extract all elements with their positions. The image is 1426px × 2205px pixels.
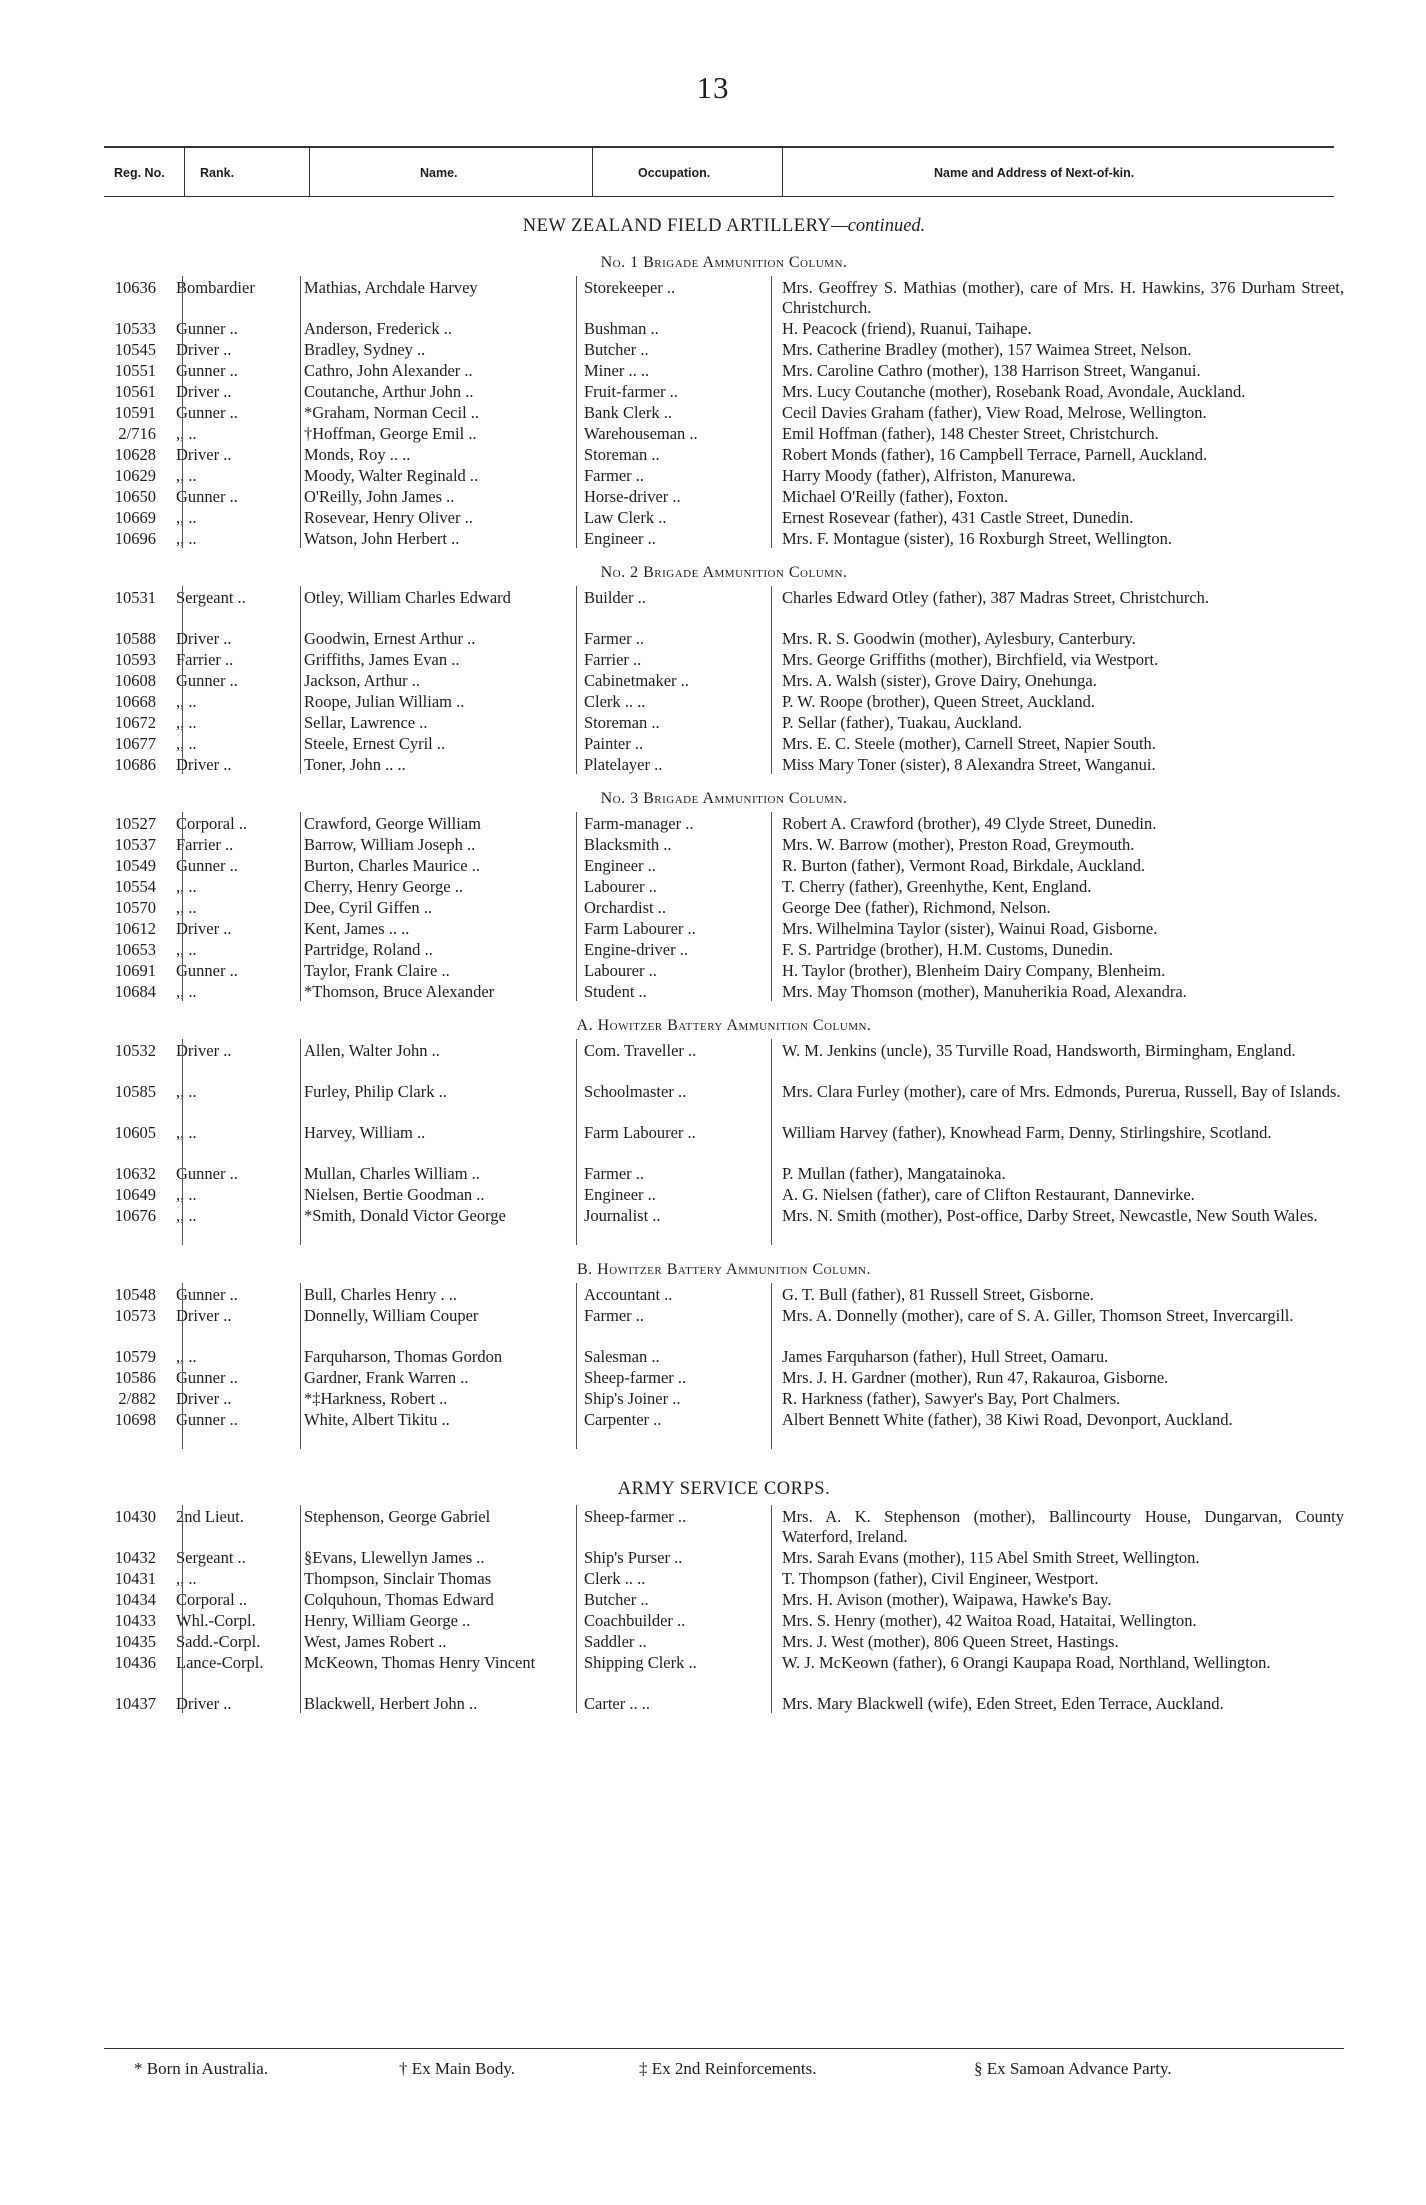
occupation-cell: Labourer .. (584, 877, 657, 896)
rank-cell: ,, .. (176, 529, 197, 548)
next-of-kin-cell: James Farquharson (father), Hull Street, Oamaru. (782, 1347, 1109, 1366)
reg-no-cell: 10433 (114, 1611, 156, 1630)
rank-cell: Driver .. (176, 382, 232, 401)
name-cell: Farquharson, Thomas Gordon (304, 1347, 503, 1366)
next-of-kin-cell: Mrs. Sarah Evans (mother), 115 Abel Smith Street, Wellington. (782, 1548, 1200, 1567)
next-of-kin-cell: Mrs. Geoffrey S. Mathias (mother), care of Mrs. H. Hawkins, 376 Durham Street, Christchurch. (782, 278, 1344, 317)
reg-no-cell: 10686 (114, 755, 156, 774)
reg-no-cell: 2/882 (118, 1389, 156, 1408)
reg-no-cell: 10593 (114, 650, 156, 669)
name-cell: Steele, Ernest Cyril .. (304, 734, 446, 753)
rank-cell: Driver .. (176, 445, 232, 464)
occupation-cell: Builder .. (584, 588, 646, 607)
name-cell: Mullan, Charles William .. (304, 1164, 480, 1183)
reg-no-cell: 10548 (114, 1285, 156, 1304)
next-of-kin-cell: F. S. Partridge (brother), H.M. Customs, Dunedin. (782, 940, 1113, 959)
name-column-rule (300, 276, 301, 548)
name-cell: Watson, John Herbert .. (304, 529, 460, 548)
next-of-kin-cell: P. Mullan (father), Mangatainoka. (782, 1164, 1006, 1183)
name-cell: Taylor, Frank Claire .. (304, 961, 450, 980)
rank-cell: ,, .. (176, 1123, 197, 1142)
rank-cell: Gunner .. (176, 1368, 238, 1387)
next-of-kin-cell: Mrs. George Griffiths (mother), Birchfield, via Westport. (782, 650, 1159, 669)
reg-no-cell: 10549 (114, 856, 156, 875)
occupation-cell: Com. Traveller .. (584, 1041, 697, 1060)
name-cell: McKeown, Thomas Henry Vincent (304, 1653, 536, 1672)
next-of-kin-cell: T. Thompson (father), Civil Engineer, Westport. (782, 1569, 1099, 1588)
next-of-kin-cell: R. Burton (father), Vermont Road, Birkdale, Auckland. (782, 856, 1146, 875)
next-of-kin-cell: Mrs. A. Donnelly (mother), care of S. A. Giller, Thomson Street, Invercargill. (782, 1306, 1294, 1325)
header-rank: Rank. (200, 166, 235, 180)
name-cell: Otley, William Charles Edward (304, 588, 511, 607)
rank-cell: Sergeant .. (176, 588, 246, 607)
reg-no-cell: 10431 (114, 1569, 156, 1588)
next-of-kin-cell: Mrs. May Thomson (mother), Manuherikia Road, Alexandra. (782, 982, 1187, 1001)
occupation-cell: Salesman .. (584, 1347, 660, 1366)
rank-cell: Gunner .. (176, 1285, 238, 1304)
rank-cell: Gunner .. (176, 319, 238, 338)
table-header (104, 146, 1334, 197)
next-of-kin-cell: Miss Mary Toner (sister), 8 Alexandra Street, Wanganui. (782, 755, 1156, 774)
occupation-cell: Blacksmith .. (584, 835, 672, 854)
next-of-kin-cell: Mrs. A. K. Stephenson (mother), Ballincourty House, Dungarvan, County Waterford, Ireland. (782, 1507, 1344, 1546)
reg-no-cell: 10669 (114, 508, 156, 527)
name-cell: †Hoffman, George Emil .. (304, 424, 477, 443)
rank-cell: Sergeant .. (176, 1548, 246, 1567)
next-of-kin-cell: P. W. Roope (brother), Queen Street, Auckland. (782, 692, 1095, 711)
column-group-title: No. 1 Brigade Ammunition Column. (600, 254, 848, 271)
occupation-cell: Farmer .. (584, 1164, 645, 1183)
reg-no-cell: 10698 (114, 1410, 156, 1429)
reg-no-cell: 10605 (114, 1123, 156, 1142)
rank-cell: ,, .. (176, 1206, 197, 1225)
reg-no-cell: 10579 (114, 1347, 156, 1366)
name-cell: Partridge, Roland .. (304, 940, 433, 959)
reg-no-cell: 10608 (114, 671, 156, 690)
rank-column-rule (182, 586, 183, 774)
name-cell: Monds, Roy .. .. (304, 445, 411, 464)
rank-cell: ,, .. (176, 424, 197, 443)
name-cell: Roope, Julian William .. (304, 692, 465, 711)
name-cell: Burton, Charles Maurice .. (304, 856, 480, 875)
name-column-rule (300, 812, 301, 1001)
rank-cell: Gunner .. (176, 403, 238, 422)
header-name: Name. (420, 166, 458, 180)
column-group-title: No. 2 Brigade Ammunition Column. (600, 564, 848, 581)
rank-cell: Driver .. (176, 755, 232, 774)
reg-no-cell: 10436 (114, 1653, 156, 1672)
name-cell: Mathias, Archdale Harvey (304, 278, 478, 297)
rank-cell: ,, .. (176, 1569, 197, 1588)
header-divider (184, 148, 185, 196)
next-of-kin-cell: Albert Bennett White (father), 38 Kiwi Road, Devonport, Auckland. (782, 1410, 1233, 1429)
occupation-cell: Farmer .. (584, 629, 645, 648)
rank-cell: ,, .. (176, 877, 197, 896)
name-cell: Bull, Charles Henry . .. (304, 1285, 458, 1304)
name-cell: White, Albert Tikitu .. (304, 1410, 450, 1429)
name-cell: Kent, James .. .. (304, 919, 410, 938)
occupation-cell: Painter .. (584, 734, 644, 753)
rank-cell: ,, .. (176, 1185, 197, 1204)
occupation-cell: Schoolmaster .. (584, 1082, 687, 1101)
next-of-kin-cell: William Harvey (father), Knowhead Farm, Denny, Stirlingshire, Scotland. (782, 1123, 1272, 1142)
reg-no-cell: 10561 (114, 382, 156, 401)
occupation-cell: Bushman .. (584, 319, 659, 338)
name-cell: Donnelly, William Couper (304, 1306, 479, 1325)
column-group-title: B. Howitzer Battery Ammunition Column. (577, 1261, 871, 1278)
rank-cell: Sadd.-Corpl. (176, 1632, 261, 1651)
reg-no-cell: 10432 (114, 1548, 156, 1567)
reg-no-cell: 2/716 (118, 424, 156, 443)
header-reg-no: Reg. No. (114, 166, 165, 180)
next-of-kin-cell: Mrs. S. Henry (mother), 42 Waitoa Road, Hataitai, Wellington. (782, 1611, 1197, 1630)
rank-cell: Lance-Corpl. (176, 1653, 264, 1672)
footnotes (104, 2048, 1344, 2089)
reg-no-cell: 10653 (114, 940, 156, 959)
rank-cell: 2nd Lieut. (176, 1507, 244, 1526)
next-of-kin-cell: R. Harkness (father), Sawyer's Bay, Port Chalmers. (782, 1389, 1121, 1408)
next-of-kin-cell: Mrs. Mary Blackwell (wife), Eden Street, Eden Terrace, Auckland. (782, 1694, 1224, 1713)
occupation-column-rule (576, 812, 577, 1001)
rank-cell: Driver .. (176, 1389, 232, 1408)
kin-column-rule (771, 1283, 772, 1449)
next-of-kin-cell: T. Cherry (father), Greenhythe, Kent, England. (782, 877, 1092, 896)
occupation-cell: Journalist .. (584, 1206, 661, 1225)
occupation-cell: Accountant .. (584, 1285, 673, 1304)
name-column-rule (300, 1505, 301, 1713)
occupation-cell: Farm-manager .. (584, 814, 694, 833)
column-group-title: A. Howitzer Battery Ammunition Column. (576, 1017, 872, 1034)
name-cell: Jackson, Arthur .. (304, 671, 420, 690)
name-cell: Allen, Walter John .. (304, 1041, 440, 1060)
reg-no-cell: 10612 (114, 919, 156, 938)
rank-cell: Whl.-Corpl. (176, 1611, 256, 1630)
occupation-cell: Cabinetmaker .. (584, 671, 689, 690)
next-of-kin-cell: Mrs. Lucy Coutanche (mother), Rosebank Road, Avondale, Auckland. (782, 382, 1246, 401)
reg-no-cell: 10668 (114, 692, 156, 711)
section-title-text: NEW ZEALAND FIELD ARTILLERY (522, 216, 832, 236)
reg-no-cell: 10691 (114, 961, 156, 980)
occupation-cell: Ship's Purser .. (584, 1548, 683, 1567)
reg-no-cell: 10533 (114, 319, 156, 338)
kin-column-rule (771, 586, 772, 774)
occupation-cell: Butcher .. (584, 340, 649, 359)
occupation-cell: Farmer .. (584, 466, 645, 485)
reg-no-cell: 10434 (114, 1590, 156, 1609)
next-of-kin-cell: Mrs. R. S. Goodwin (mother), Aylesbury, Canterbury. (782, 629, 1136, 648)
next-of-kin-cell: Mrs. H. Avison (mother), Waipawa, Hawke's Bay. (782, 1590, 1112, 1609)
occupation-cell: Orchardist .. (584, 898, 667, 917)
name-cell: Stephenson, George Gabriel (304, 1507, 491, 1526)
reg-no-cell: 10629 (114, 466, 156, 485)
occupation-cell: Student .. (584, 982, 647, 1001)
rank-cell: ,, .. (176, 940, 197, 959)
name-cell: West, James Robert .. (304, 1632, 447, 1651)
occupation-column-rule (576, 1039, 577, 1245)
next-of-kin-cell: W. M. Jenkins (uncle), 35 Turville Road, Handsworth, Birmingham, England. (782, 1041, 1296, 1060)
section-title-army-service-corps: ARMY SERVICE CORPS. (617, 1479, 831, 1499)
next-of-kin-cell: P. Sellar (father), Tuakau, Auckland. (782, 713, 1023, 732)
rank-cell: Driver .. (176, 919, 232, 938)
header-next-of-kin: Name and Address of Next-of-kin. (934, 166, 1135, 180)
reg-no-cell: 10628 (114, 445, 156, 464)
next-of-kin-cell: Mrs. J. West (mother), 806 Queen Street, Hastings. (782, 1632, 1119, 1651)
reg-no-cell: 10696 (114, 529, 156, 548)
reg-no-cell: 10537 (114, 835, 156, 854)
name-cell: Cathro, John Alexander .. (304, 361, 473, 380)
next-of-kin-cell: Robert Monds (father), 16 Campbell Terrace, Parnell, Auckland. (782, 445, 1208, 464)
reg-no-cell: 10649 (114, 1185, 156, 1204)
occupation-column-rule (576, 1283, 577, 1449)
occupation-cell: Engineer .. (584, 856, 656, 875)
rank-cell: ,, .. (176, 982, 197, 1001)
occupation-cell: Platelayer .. (584, 755, 663, 774)
rank-cell: Gunner .. (176, 361, 238, 380)
rank-column-rule (182, 1505, 183, 1713)
reg-no-cell: 10551 (114, 361, 156, 380)
reg-no-cell: 10676 (114, 1206, 156, 1225)
name-cell: Anderson, Frederick .. (304, 319, 453, 338)
header-occupation: Occupation. (638, 166, 711, 180)
name-column-rule (300, 586, 301, 774)
next-of-kin-cell: Mrs. Caroline Cathro (mother), 138 Harrison Street, Wanganui. (782, 361, 1201, 380)
occupation-cell: Sheep-farmer .. (584, 1368, 687, 1387)
reg-no-cell: 10636 (114, 278, 156, 297)
name-cell: Goodwin, Ernest Arthur .. (304, 629, 476, 648)
next-of-kin-cell: Robert A. Crawford (brother), 49 Clyde Street, Dunedin. (782, 814, 1157, 833)
name-cell: *Smith, Donald Victor George (304, 1206, 506, 1225)
rank-cell: Farrier .. (176, 650, 234, 669)
next-of-kin-cell: H. Peacock (friend), Ruanui, Taihape. (782, 319, 1032, 338)
reg-no-cell: 10586 (114, 1368, 156, 1387)
occupation-cell: Shipping Clerk .. (584, 1653, 697, 1672)
page-number: 13 (696, 70, 730, 105)
occupation-cell: Saddler .. (584, 1632, 647, 1651)
reg-no-cell: 10532 (114, 1041, 156, 1060)
occupation-cell: Clerk .. .. (584, 1569, 646, 1588)
occupation-cell: Farm Labourer .. (584, 1123, 696, 1142)
next-of-kin-cell: Cecil Davies Graham (father), View Road, Melrose, Wellington. (782, 403, 1207, 422)
name-column-rule (300, 1283, 301, 1449)
name-cell: Thompson, Sinclair Thomas (304, 1569, 492, 1588)
occupation-cell: Warehouseman .. (584, 424, 698, 443)
reg-no-cell: 10573 (114, 1306, 156, 1325)
rank-column-rule (182, 276, 183, 548)
name-cell: Coutanche, Arthur John .. (304, 382, 474, 401)
rank-cell: Corporal .. (176, 814, 248, 833)
rank-column-rule (182, 1039, 183, 1245)
occupation-cell: Engineer .. (584, 529, 656, 548)
name-cell: Harvey, William .. (304, 1123, 426, 1142)
rank-cell: Gunner .. (176, 1410, 238, 1429)
rank-cell: Driver .. (176, 1306, 232, 1325)
occupation-cell: Law Clerk .. (584, 508, 667, 527)
reg-no-cell: 10588 (114, 629, 156, 648)
name-cell: *Thomson, Bruce Alexander (304, 982, 495, 1001)
next-of-kin-cell: A. G. Nielsen (father), care of Clifton Restaurant, Dannevirke. (782, 1185, 1195, 1204)
reg-no-cell: 10527 (114, 814, 156, 833)
occupation-cell: Carter .. .. (584, 1694, 650, 1713)
occupation-cell: Fruit-farmer .. (584, 382, 678, 401)
reg-no-cell: 10437 (114, 1694, 156, 1713)
reg-no-cell: 10632 (114, 1164, 156, 1183)
reg-no-cell: 10430 (114, 1507, 156, 1526)
rank-cell: ,, .. (176, 466, 197, 485)
header-divider (309, 148, 310, 196)
name-cell: §Evans, Llewellyn James .. (304, 1548, 485, 1567)
footnote-ex-main-body: † Ex Main Body. (399, 2059, 516, 2078)
occupation-cell: Carpenter .. (584, 1410, 662, 1429)
header-divider (592, 148, 593, 196)
occupation-cell: Horse-driver .. (584, 487, 681, 506)
kin-column-rule (771, 1505, 772, 1713)
name-cell: Blackwell, Herbert John .. (304, 1694, 478, 1713)
section-title-field-artillery (104, 216, 1344, 237)
next-of-kin-cell: Harry Moody (father), Alfriston, Manurewa. (782, 466, 1076, 485)
rank-column-rule (182, 812, 183, 1001)
occupation-cell: Farrier .. (584, 650, 642, 669)
kin-column-rule (771, 1039, 772, 1245)
occupation-cell: Engineer .. (584, 1185, 656, 1204)
section-title-suffix: —continued. (831, 216, 926, 236)
kin-column-rule (771, 812, 772, 1001)
name-cell: O'Reilly, John James .. (304, 487, 455, 506)
occupation-cell: Miner .. .. (584, 361, 650, 380)
next-of-kin-cell: Charles Edward Otley (father), 387 Madras Street, Christchurch. (782, 588, 1210, 607)
header-divider (782, 148, 783, 196)
rank-cell: Driver .. (176, 1041, 232, 1060)
rank-cell: ,, .. (176, 1082, 197, 1101)
rank-cell: Driver .. (176, 629, 232, 648)
rank-cell: ,, .. (176, 898, 197, 917)
name-cell: Moody, Walter Reginald .. (304, 466, 479, 485)
reg-no-cell: 10585 (114, 1082, 156, 1101)
occupation-column-rule (576, 276, 577, 548)
rank-cell: Gunner .. (176, 487, 238, 506)
footnote-ex-2nd-reinforcements: ‡ Ex 2nd Reinforcements. (639, 2059, 817, 2078)
rank-cell: Bombardier (176, 278, 255, 297)
occupation-cell: Farm Labourer .. (584, 919, 696, 938)
column-group-title: No. 3 Brigade Ammunition Column. (600, 790, 848, 807)
occupation-cell: Ship's Joiner .. (584, 1389, 681, 1408)
name-cell: Nielsen, Bertie Goodman .. (304, 1185, 485, 1204)
reg-no-cell: 10554 (114, 877, 156, 896)
occupation-column-rule (576, 1505, 577, 1713)
occupation-cell: Clerk .. .. (584, 692, 646, 711)
occupation-cell: Farmer .. (584, 1306, 645, 1325)
name-cell: Crawford, George William (304, 814, 481, 833)
next-of-kin-cell: Mrs. A. Walsh (sister), Grove Dairy, Onehunga. (782, 671, 1097, 690)
name-cell: Barrow, William Joseph .. (304, 835, 476, 854)
occupation-cell: Bank Clerk .. (584, 403, 672, 422)
occupation-column-rule (576, 586, 577, 774)
occupation-cell: Butcher .. (584, 1590, 649, 1609)
name-cell: Gardner, Frank Warren .. (304, 1368, 469, 1387)
next-of-kin-cell: Mrs. Clara Furley (mother), care of Mrs. Edmonds, Purerua, Russell, Bay of Islands. (782, 1082, 1341, 1101)
name-cell: Henry, William George .. (304, 1611, 471, 1630)
rank-cell: ,, .. (176, 508, 197, 527)
next-of-kin-cell: Mrs. Catherine Bradley (mother), 157 Waimea Street, Nelson. (782, 340, 1192, 359)
occupation-cell: Engine-driver .. (584, 940, 689, 959)
name-cell: Dee, Cyril Giffen .. (304, 898, 432, 917)
next-of-kin-cell: G. T. Bull (father), 81 Russell Street, Gisborne. (782, 1285, 1094, 1304)
next-of-kin-cell: Mrs. W. Barrow (mother), Preston Road, Greymouth. (782, 835, 1135, 854)
rank-cell: Farrier .. (176, 835, 234, 854)
name-cell: Rosevear, Henry Oliver .. (304, 508, 473, 527)
next-of-kin-cell: Mrs. N. Smith (mother), Post-office, Darby Street, Newcastle, New South Wales. (782, 1206, 1318, 1225)
name-cell: Furley, Philip Clark .. (304, 1082, 447, 1101)
reg-no-cell: 10545 (114, 340, 156, 359)
occupation-cell: Storeman .. (584, 445, 660, 464)
name-cell: Toner, John .. .. (304, 755, 406, 774)
name-cell: *‡Harkness, Robert .. (304, 1389, 448, 1408)
name-cell: *Graham, Norman Cecil .. (304, 403, 480, 422)
reg-no-cell: 10677 (114, 734, 156, 753)
rank-cell: Driver .. (176, 1694, 232, 1713)
next-of-kin-cell: H. Taylor (brother), Blenheim Dairy Company, Blenheim. (782, 961, 1166, 980)
name-column-rule (300, 1039, 301, 1245)
rank-cell: Driver .. (176, 340, 232, 359)
rank-cell: ,, .. (176, 692, 197, 711)
rank-cell: ,, .. (176, 734, 197, 753)
next-of-kin-cell: Emil Hoffman (father), 148 Chester Street, Christchurch. (782, 424, 1159, 443)
rank-cell: Gunner .. (176, 671, 238, 690)
reg-no-cell: 10570 (114, 898, 156, 917)
name-cell: Colquhoun, Thomas Edward (304, 1590, 494, 1609)
kin-column-rule (771, 276, 772, 548)
occupation-cell: Sheep-farmer .. (584, 1507, 687, 1526)
footnote-ex-samoan-advance-party: § Ex Samoan Advance Party. (974, 2059, 1172, 2078)
next-of-kin-cell: Mrs. E. C. Steele (mother), Carnell Street, Napier South. (782, 734, 1156, 753)
rank-cell: Gunner .. (176, 856, 238, 875)
occupation-cell: Storekeeper .. (584, 278, 676, 297)
rank-cell: ,, .. (176, 1347, 197, 1366)
next-of-kin-cell: W. J. McKeown (father), 6 Orangi Kaupapa Road, Northland, Wellington. (782, 1653, 1271, 1672)
reg-no-cell: 10650 (114, 487, 156, 506)
name-cell: Sellar, Lawrence .. (304, 713, 428, 732)
footnote-born-australia: * Born in Australia. (134, 2059, 269, 2078)
occupation-cell: Labourer .. (584, 961, 657, 980)
next-of-kin-cell: Michael O'Reilly (father), Foxton. (782, 487, 1009, 506)
next-of-kin-cell: Mrs. F. Montague (sister), 16 Roxburgh Street, Wellington. (782, 529, 1172, 548)
occupation-cell: Coachbuilder .. (584, 1611, 686, 1630)
reg-no-cell: 10684 (114, 982, 156, 1001)
next-of-kin-cell: Mrs. Wilhelmina Taylor (sister), Wainui Road, Gisborne. (782, 919, 1158, 938)
next-of-kin-cell: Mrs. J. H. Gardner (mother), Run 47, Rakauroa, Gisborne. (782, 1368, 1169, 1387)
rank-cell: Gunner .. (176, 1164, 238, 1183)
name-cell: Griffiths, James Evan .. (304, 650, 460, 669)
reg-no-cell: 10672 (114, 713, 156, 732)
rank-cell: Corporal .. (176, 1590, 248, 1609)
next-of-kin-cell: Ernest Rosevear (father), 431 Castle Street, Dunedin. (782, 508, 1134, 527)
occupation-cell: Storeman .. (584, 713, 660, 732)
reg-no-cell: 10435 (114, 1632, 156, 1651)
reg-no-cell: 10531 (114, 588, 156, 607)
rank-cell: ,, .. (176, 713, 197, 732)
name-cell: Bradley, Sydney .. (304, 340, 426, 359)
next-of-kin-cell: George Dee (father), Richmond, Nelson. (782, 898, 1051, 917)
reg-no-cell: 10591 (114, 403, 156, 422)
rank-cell: Gunner .. (176, 961, 238, 980)
name-cell: Cherry, Henry George .. (304, 877, 463, 896)
rank-column-rule (182, 1283, 183, 1449)
